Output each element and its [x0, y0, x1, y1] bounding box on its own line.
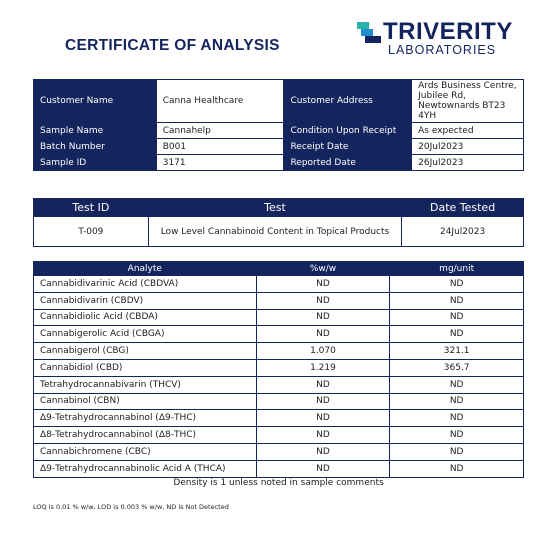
analyte-name: Δ9-Tetrahydrocannabinolic Acid A (THCA)	[34, 460, 257, 477]
percent-value: ND	[256, 393, 390, 410]
logo-mark-icon	[357, 22, 381, 44]
analyte-row	[34, 376, 524, 393]
mg-unit-value: ND	[390, 443, 524, 460]
analyte-row	[34, 443, 524, 460]
info-value: 3171	[156, 155, 284, 171]
test-table	[33, 198, 524, 247]
analyte-name: Δ9-Tetrahydrocannabinol (Δ9-THC)	[34, 410, 257, 427]
density-note: Density is 1 unless noted in sample comments	[173, 478, 384, 488]
analyte-name: Cannabigerolic Acid (CBGA)	[34, 326, 257, 343]
analyte-row	[34, 427, 524, 444]
info-value: 26Jul2023	[412, 155, 524, 171]
mg-unit-value: ND	[390, 393, 524, 410]
analyte-row	[34, 460, 524, 477]
analyte-name: Δ8-Tetrahydrocannabinol (Δ8-THC)	[34, 427, 257, 444]
info-label: Reported Date	[284, 155, 412, 171]
mg-unit-value: ND	[390, 460, 524, 477]
info-label: Batch Number	[34, 139, 157, 155]
analyte-name: Cannabigerol (CBG)	[34, 343, 257, 360]
info-row	[34, 139, 524, 155]
analyte-name: Cannabidivarinic Acid (CBDVA)	[34, 276, 257, 293]
analyte-row	[34, 292, 524, 309]
percent-value: ND	[256, 309, 390, 326]
analyte-name: Tetrahydrocannabivarin (THCV)	[34, 376, 257, 393]
footer-note: LOQ is 0.01 % w/w, LOD is 0.003 % w/w, ND is Not Detected	[33, 503, 229, 511]
info-value: 20Jul2023	[412, 139, 524, 155]
test-header: Test	[148, 199, 401, 217]
percent-value: ND	[256, 276, 390, 293]
analyte-row	[34, 326, 524, 343]
analyte-row	[34, 410, 524, 427]
mg-unit-value: 321.1	[390, 343, 524, 360]
analyte-row	[34, 343, 524, 360]
info-row	[34, 123, 524, 139]
info-value: B001	[156, 139, 284, 155]
info-label: Receipt Date	[284, 139, 412, 155]
mg-unit-value: ND	[390, 309, 524, 326]
mg-unit-value: ND	[390, 427, 524, 444]
info-label: Customer Name	[34, 80, 157, 123]
analyte-row	[34, 309, 524, 326]
analyte-header: Analyte	[34, 262, 257, 276]
mg-unit-value: ND	[390, 326, 524, 343]
analyte-row	[34, 359, 524, 376]
info-label: Customer Address	[284, 80, 412, 123]
mg-unit-value: 365.7	[390, 359, 524, 376]
analyte-table	[33, 261, 524, 478]
analyte-name: Cannabinol (CBN)	[34, 393, 257, 410]
mg-unit-value: ND	[390, 376, 524, 393]
percent-header: %w/w	[256, 262, 390, 276]
page-title: CERTIFICATE OF ANALYSIS	[65, 37, 280, 54]
analyte-row	[34, 276, 524, 293]
analyte-name: Cannabidiolic Acid (CBDA)	[34, 309, 257, 326]
analyte-name: Cannabidiol (CBD)	[34, 359, 257, 376]
test-name: Low Level Cannabinoid Content in Topical Products	[148, 217, 401, 247]
date-tested-header: Date Tested	[402, 199, 524, 217]
percent-value: ND	[256, 460, 390, 477]
info-label: Sample Name	[34, 123, 157, 139]
info-row	[34, 155, 524, 171]
info-value: Canna Healthcare	[156, 80, 284, 123]
info-value: As expected	[412, 123, 524, 139]
logo-subtitle: LABORATORIES	[388, 43, 497, 57]
percent-value: 1.070	[256, 343, 390, 360]
analyte-name: Cannabidivarin (CBDV)	[34, 292, 257, 309]
test-row	[34, 217, 524, 247]
percent-value: ND	[256, 410, 390, 427]
info-value: Ards Business Centre, Jubilee Rd, Newtownards BT23 4YH	[412, 80, 524, 123]
info-label: Sample ID	[34, 155, 157, 171]
info-value: Cannahelp	[156, 123, 284, 139]
percent-value: ND	[256, 292, 390, 309]
percent-value: ND	[256, 326, 390, 343]
company-logo	[357, 18, 527, 60]
analyte-row	[34, 393, 524, 410]
mg-unit-value: ND	[390, 410, 524, 427]
test-id: T-009	[34, 217, 149, 247]
analyte-name: Cannabichromene (CBC)	[34, 443, 257, 460]
test-id-header: Test ID	[34, 199, 149, 217]
percent-value: ND	[256, 376, 390, 393]
mg-unit-value: ND	[390, 276, 524, 293]
percent-value: 1.219	[256, 359, 390, 376]
percent-value: ND	[256, 443, 390, 460]
percent-value: ND	[256, 427, 390, 444]
mg-unit-value: ND	[390, 292, 524, 309]
date-tested: 24Jul2023	[402, 217, 524, 247]
logo-name: TRIVERITY	[383, 18, 513, 45]
info-row	[34, 80, 524, 123]
sample-info-table	[33, 79, 524, 171]
info-label: Condition Upon Receipt	[284, 123, 412, 139]
mg-unit-header: mg/unit	[390, 262, 524, 276]
